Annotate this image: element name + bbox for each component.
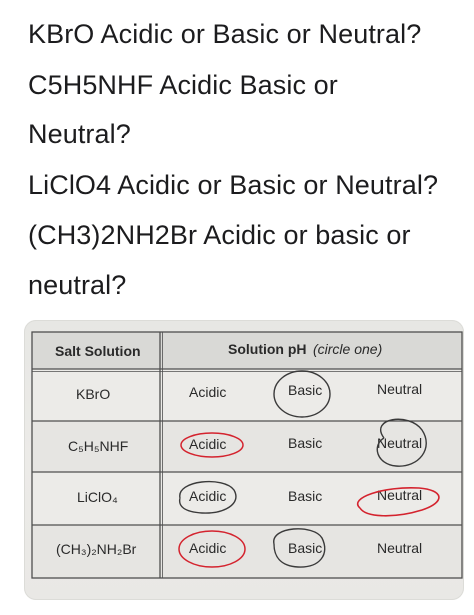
salt-table [24,320,464,600]
option-acidic: Acidic [189,488,227,504]
option-acidic: Acidic [189,436,227,452]
option-neutral: Neutral [377,487,423,503]
option-neutral: Neutral [377,381,423,397]
option-neutral: Neutral [377,435,423,451]
option-acidic: Acidic [189,384,227,400]
worksheet-photo [24,320,464,600]
salt-kbro: KBrO [76,386,111,402]
question-line-4: LiClO4 Acidic or Basic or Neutral? [28,170,439,200]
salt-ch3-2nh2br: (CH₃)₂NH₂Br [56,541,137,557]
question-line-6: neutral? [28,270,127,300]
option-basic: Basic [288,382,323,398]
option-basic: Basic [288,488,323,504]
option-basic: Basic [288,540,323,556]
question-line-3: Neutral? [28,119,131,149]
question-line-5: (CH3)2NH2Br Acidic or basic or [28,220,411,250]
header-solution-ph: Solution pH [228,341,307,357]
salt-c5h5nhf: C₅H₅NHF [68,438,129,454]
header-salt-solution: Salt Solution [55,343,141,359]
option-acidic: Acidic [189,540,227,556]
question-line-1: KBrO Acidic or Basic or Neutral? [28,19,422,49]
question-line-2: C5H5NHF Acidic Basic or [28,70,338,100]
header-circle-one: (circle one) [313,341,383,357]
option-basic: Basic [288,435,323,451]
option-neutral: Neutral [377,540,423,556]
salt-liclo4: LiClO₄ [77,489,118,505]
